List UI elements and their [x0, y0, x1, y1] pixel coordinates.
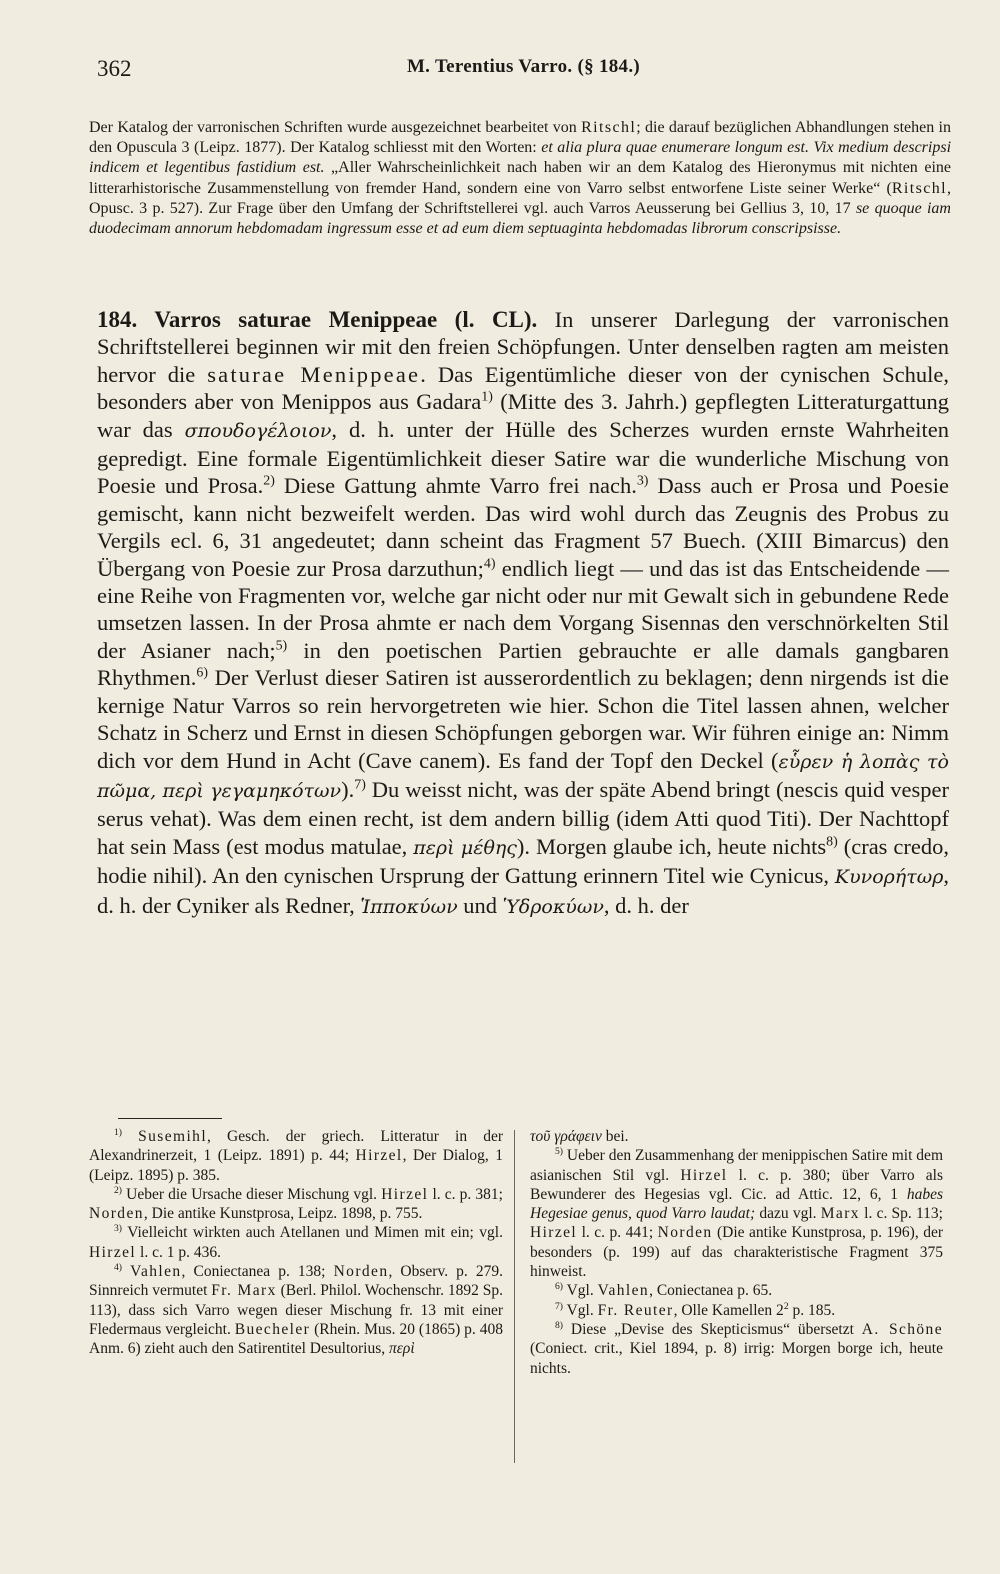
footnote-mark: 1) [481, 389, 493, 405]
text-run: (Rhein. Mus. 20 (1865) p. 408 Anm. 6) zieht auch den Satirentitel Desultorius, [89, 1320, 503, 1358]
text-run: In unserer Darlegung der varronischen Schriftstellerei beginnen wir mit den freien Schöpfungen. Unter denselben ragten am meisten hervor die [97, 307, 949, 387]
greek-title: Ἱπποκύων [360, 895, 458, 918]
section-heading: 184. Varros saturae Menippeae (l. CL). [97, 307, 538, 332]
author-name: A. Schöne [861, 1320, 943, 1338]
footnote-number: 6) [555, 1281, 563, 1293]
text-run: Vgl. [563, 1282, 598, 1300]
text-run: bei. [601, 1128, 629, 1145]
footnote-mark: 7) [354, 777, 366, 793]
author-name: Hirzel [381, 1185, 429, 1203]
page-header [97, 56, 950, 86]
greek-title: Ὑδροκύων [502, 895, 604, 918]
text-run: , Olle Kamellen 2 [673, 1301, 784, 1319]
footnote-mark: 2) [263, 473, 275, 489]
emphasized-term: saturae Menippeae [207, 361, 421, 387]
text-run: l. c. p. 380; über Varro als Bewunderer des Hegesias vgl. Cic. ad Attic. 12, 6, 1 [530, 1166, 944, 1203]
text-run: „Aller Wahrscheinlichkeit nach haben wir an dem Katalog des Hieronymus mit nichten eine litterarhistorische Zusammenstellung von fremder Hand, sondern eine von Varro selbst entworfene Liste seiner Werke“ ( [89, 159, 951, 197]
footnote-6 [530, 1281, 943, 1300]
latin-quote: se quoque iam duodecimam annorum hebdomadam ingressum esse et ad eum diem septuaginta hebdomadas librorum conscripsisse. [89, 199, 951, 238]
text-run: , d. h. unter der Hülle des Scherzes wurden ernste Wahrheiten gepredigt. Eine formale Eigentümlichkeit dieser Satire war die wunderliche Mischung von Poesie und Prosa. [97, 416, 949, 499]
text-run: l. c. p. 381; [428, 1185, 503, 1203]
footnote-1 [89, 1127, 503, 1185]
text-run: endlich liegt — und das ist das Entscheidende — eine Reihe von Fragmenten vor, welche gar nicht oder nur mit Gewalt sich in gebundene Rede umsetzen lassen. In der Prosa ahmte er nach dem Vorgang Sisennas den verschnörkelten Stil der Asianer nach; [97, 555, 949, 663]
footnote-mark: 3) [636, 473, 649, 489]
text-run: , Gesch. der griech. Litteratur in der Alexandrinerzeit, 1 (Leipz. 1891) p. 44; [89, 1128, 503, 1165]
text-run: l. c. Sp. 113; [859, 1205, 943, 1223]
text-run: l. c. 1 p. 436. [136, 1243, 221, 1261]
footnote-5 [530, 1146, 943, 1281]
text-run: Der Katalog der varronischen Schriften wurde ausgezeichnet bearbeitet von [89, 119, 582, 136]
footnote-number: 8) [555, 1319, 563, 1331]
text-run [122, 1128, 138, 1145]
text-run [122, 1263, 130, 1280]
greek-title: Κυνορήτωρ [834, 866, 944, 889]
text-run: ). [341, 776, 355, 802]
greek-term: τοῦ γράφειν [530, 1128, 602, 1145]
text-run: (Coniect. crit., Kiel 1894, p. 8) irrig: Morgen borge ich, heute nichts. [530, 1340, 943, 1377]
text-run: , Observ. p. 279. Sinnreich vermutet [89, 1263, 504, 1300]
footnote-number: 4) [114, 1261, 122, 1273]
footnote-rule [118, 1118, 222, 1119]
latin-quote: et alia plura quae enumerare longum est. Vix medium descripsi indicem et legentibus fastidium est. [89, 139, 952, 177]
author-name: Marx [820, 1205, 860, 1223]
footnote-2 [89, 1185, 503, 1224]
text-run: ; die darauf bezüglichen Abhandlungen stehen in den Opuscula 3 (Leipz. 1877). Der Katalog schliesst mit den Worten: [89, 119, 951, 157]
author-name: Vahlen [130, 1263, 182, 1281]
text-run: l. c. p. 441; [577, 1224, 658, 1242]
text-run: Ueber den Zusammenhang der menippischen Satire mit dem asianischen Stil vgl. [530, 1147, 943, 1184]
footnote-number: 5) [555, 1146, 563, 1158]
edition-superscript: 2 [783, 1300, 789, 1312]
text-run: p. 185. [788, 1301, 836, 1319]
text-run: Vgl. [563, 1301, 598, 1319]
text-run: , Opusc. 3 p. 527). Zur Frage über den Umfang der Schriftstellerei vgl. auch Varros Aeusserung bei Gellius 3, 10, 17 [89, 179, 951, 217]
author-name: Hirzel [680, 1166, 728, 1184]
text-run: ). Morgen glaube ich, heute nichts [516, 833, 827, 859]
footnote-mark: 6) [196, 665, 208, 681]
greek-title: περὶ μέθης [413, 836, 517, 859]
footnote-7 [530, 1301, 943, 1320]
text-run: dazu vgl. [755, 1205, 821, 1223]
footnote-number: 1) [114, 1126, 122, 1138]
text-run: , d. h. der [603, 892, 689, 918]
author-name: Buecheler [234, 1320, 311, 1338]
author-name: Vahlen [597, 1282, 650, 1300]
footnote-mark: 4) [483, 556, 496, 572]
text-run: Du weisst nicht, was der späte Abend bringt (nescis quid vesper serus vehat). Was dem einen recht, ist dem andern billig (idem Atti quod Titi). Der Nachttopf hat sein Mass (est modus matulae, [97, 776, 949, 859]
text-run: Der Verlust dieser Satiren ist ausserordentlich zu beklagen; denn nirgends ist die kernige Natur Varros so rein hervorgetreten wie hier. Schon die Titel lassen ahnen, welcher Schatz in Scherz und Ernst in diesen Schöpfungen geborgen war. Wir führen einige an: Nimm dich vor dem Hund in Acht (Cave canem). Es fand der Topf den Deckel ( [97, 665, 949, 773]
greek-term: περὶ [389, 1340, 415, 1358]
text-run: in den poetischen Partien gebrauchte er alle damals gangbaren Rhythmen. [97, 637, 949, 691]
author-name: Ritschl [581, 119, 637, 136]
page-number: 362 [97, 56, 132, 81]
text-run: Ueber die Ursache dieser Mischung vgl. [122, 1185, 382, 1203]
author-name: Norden [657, 1224, 713, 1242]
author-name: Norden [333, 1263, 389, 1281]
text-run: (Berl. Philol. Wochenschr. 1892 Sp. 113), dass sich Varro wegen dieser Mischung fr. 13 mit einer Fledermaus vergleicht. [89, 1282, 504, 1338]
footnotes-right-column [530, 1127, 943, 1378]
author-name: Ritschl [891, 179, 947, 197]
text-run: und [457, 892, 503, 918]
footnote-mark: 8) [826, 834, 838, 850]
text-run: (Mitte des 3. Jahrh.) gepflegten Litteraturgattung war das [97, 389, 949, 442]
footnote-number: 7) [555, 1300, 563, 1312]
author-name: Susemihl [138, 1128, 208, 1145]
footnote-4 [89, 1262, 503, 1358]
latin-quote: habes Hegesiae genus, quod Varro laudat; [530, 1185, 943, 1223]
footnotes-left-column [89, 1127, 503, 1359]
running-head: M. Terentius Varro. (§ 184.) [406, 56, 641, 77]
footnote-number: 2) [114, 1184, 122, 1196]
text-run: , Coniectanea p. 65. [649, 1282, 773, 1300]
author-name: Norden [89, 1205, 144, 1223]
text-run: (Die antike Kunstprosa, p. 196), der besonders (p. 199) auf das charakteristische Fragment 375 hinweist. [530, 1224, 943, 1281]
author-name: Fr. Reuter [597, 1301, 674, 1319]
text-run: (cras credo, hodie nihil). An den cynischen Ursprung der Gattung erinnern Titel wie Cynicus, [97, 833, 949, 889]
footnote-column-divider [514, 1130, 515, 1463]
greek-term: σπουδογέλοιον [184, 419, 332, 442]
footnote-4-continuation [530, 1127, 943, 1146]
text-run: Diese „Devise des Skepticismus“ übersetzt [563, 1320, 862, 1338]
footnote-mark: 5) [275, 638, 288, 654]
footnote-8 [530, 1320, 943, 1378]
footnote-number: 3) [114, 1223, 122, 1235]
text-run: . Das Eigentümliche dieser von der cynischen Schule, besonders aber von Menippos aus Gadara [97, 361, 949, 415]
text-run: , Der Dialog, 1 (Leipz. 1895) p. 385. [89, 1147, 503, 1184]
author-name: Hirzel [355, 1147, 403, 1165]
greek-title: εὗρεν ἡ λοπὰς τὸ πῶμα, περὶ γεγαμηκότων [97, 750, 949, 802]
text-run: Dass auch er Prosa und Poesie gemischt, kann nicht bezweifelt werden. Das wird wohl durch das Zeugnis des Probus zu Vergils ecl. 6, 31 angedeutet; dann scheint das Fragment 57 Buech. (XIII Bimarcus) den Übergang von Poesie zur Prosa darzuthun; [97, 473, 950, 581]
author-name: Hirzel [530, 1224, 578, 1242]
intro-paragraph [89, 118, 951, 239]
text-run: Vielleicht wirkten auch Atellanen und Mimen mit ein; vgl. [122, 1224, 503, 1242]
text-run: Diese Gattung ahmte Varro frei nach. [274, 473, 637, 499]
author-name: Fr. Marx [211, 1282, 277, 1300]
author-name: Hirzel [89, 1243, 137, 1261]
text-run: , Coniectanea p. 138; [181, 1263, 334, 1281]
text-run: , d. h. der Cyniker als Redner, [97, 863, 949, 918]
footnote-3 [89, 1223, 503, 1262]
text-run: , Die antike Kunstprosa, Leipz. 1898, p. 755. [143, 1205, 423, 1223]
section-184-body [97, 306, 949, 921]
